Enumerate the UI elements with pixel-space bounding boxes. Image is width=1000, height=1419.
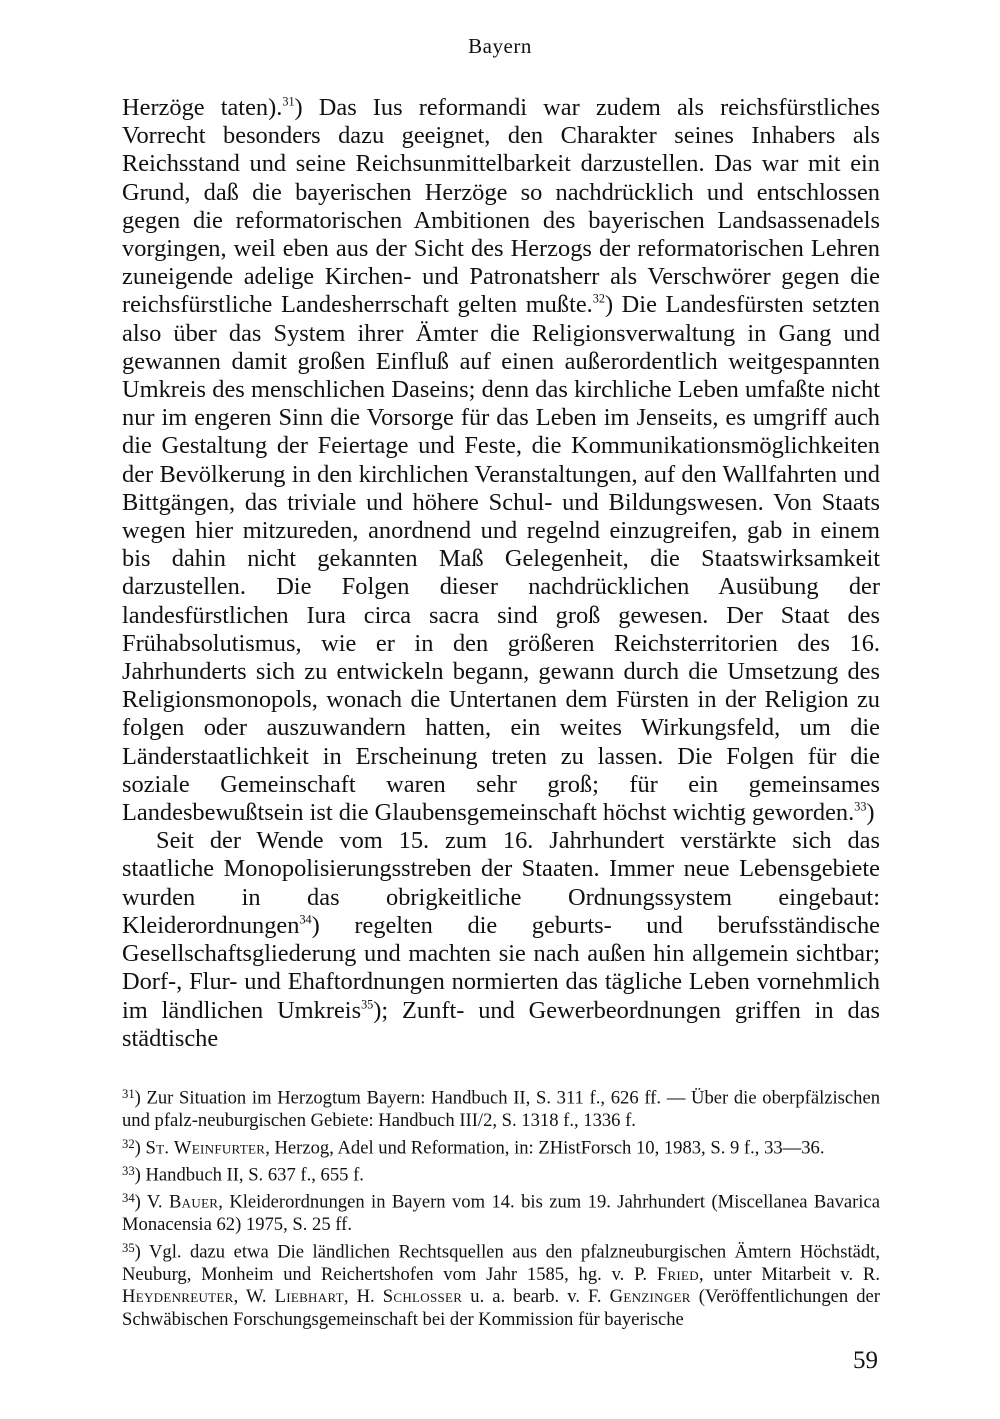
- author-name: Schlosser: [382, 1286, 463, 1308]
- text-run: ) regelten die geburts- und berufsständische Gesellschaftsgliederung und machten sie nach außen hin allgemein sichtbar; Dorf-, Flur- und Ehaftordnungen normierten das tägliche Leben vornehmlich im ländlichen Umkreis: [122, 911, 880, 1024]
- footnote-number: 32: [122, 1136, 135, 1151]
- text-run: Herzöge taten).: [122, 94, 283, 121]
- body-paragraph: [122, 827, 880, 1053]
- text-run: ) Die Landesfürsten setzten also über das System ihrer Ämter die Religionsverwaltung in Gang und gewannen damit großen Einfluß auf einen außerordentlich weitgespannten Umkreis des menschlichen Daseins; denn das kirchliche Leben umfaßte nicht nur im engeren Sinn die Vorsorge für das Leben im Jenseits, es umgriff auch die Gestaltung der Feiertage und Feste, die Kommunikationsmöglichkeiten der Bevölkerung in den kirchlichen Veranstaltungen, auf den Wallfahrten und Bittgängen, das triviale und höhere Schul- und Bildungswesen. Von Staats wegen hier mitzureden, anordnend und regelnd einzugreifen, gab in einem bis dahin nicht gekannten Maß Gelegenheit, die Staatswirksamkeit darzustellen. Die Folgen dieser nachdrücklichen Ausübung der landesfürstlichen Iura circa sacra sind groß gewesen. Der Staat des Frühabsolutismus, wie er in den größeren Reichsterritorien des 16. Jahrhunderts sich zu entwickeln begann, gewann durch die Umsetzung des Religionsmonopols, wonach die Untertanen dem Fürsten in der Religion zu folgen oder auszuwandern hatten, ein weites Wirkungsfeld, um die Länderstaatlichkeit in Erscheinung treten zu lassen. Die Folgen für die soziale Gemeinschaft waren sehr groß; für ein gemeinsames Landesbewußtsein ist die Glaubensgemeinschaft höchst wichtig geworden.: [122, 291, 880, 827]
- footnote: [122, 1160, 880, 1187]
- footnotes: [122, 1083, 880, 1331]
- footnote-reference: 33: [854, 799, 867, 814]
- footnote-reference: 34: [299, 912, 312, 927]
- text-run: (Veröffentlichungen der Schwäbischen Forschungsgemeinschaft bei der Kommission für bayerische: [122, 1286, 880, 1330]
- footnote-number: 34: [122, 1191, 135, 1206]
- text-run: ) Das Ius reformandi war zudem als reichsfürstliches Vorrecht besonders dazu geeignet, den Charakter seines Inhabers als Reichsstand und seine Reichsunmittelbarkeit darzustellen. Das war mit ein Grund, daß die bayerischen Herzöge so nachdrücklich und entschlossen gegen die reformatorischen Ambitionen des bayerischen Landsassenadels vorgingen, weil eben aus der Sicht des Herzogs der reformatorischen Lehren zuneigende adelige Kirchen- und Patronatsherr als Verschwörer gegen die reichsfürstliche Landesherrschaft gelten mußte.: [122, 94, 880, 319]
- author-name: Bauer: [168, 1191, 219, 1213]
- text-run: ) Vgl. dazu etwa Die ländlichen Rechtsquellen aus den pfalzneuburgischen Ämtern Höchstädt, Neuburg, Monheim und Reichertshofen vom Jahr 1585, hg. v. P.: [122, 1241, 880, 1285]
- author-name: St. Weinfurter: [145, 1137, 266, 1159]
- body-text: [122, 94, 880, 1053]
- text-run: ) Handbuch II, S. 637 f., 655 f.: [134, 1164, 364, 1186]
- author-name: Heydenreuter: [122, 1286, 234, 1308]
- text-run: , Herzog, Adel und Reformation, in: ZHistForsch 10, 1983, S. 9 f., 33—36.: [265, 1137, 825, 1159]
- footnote-number: 31: [122, 1087, 135, 1101]
- author-name: Liebhart: [274, 1286, 344, 1308]
- body-paragraph: [122, 94, 880, 827]
- author-name: Genzinger: [609, 1286, 691, 1308]
- text-run: Seit der Wende vom 15. zum 16. Jahrhundert verstärkte sich das staatliche Monopolisierungsstreben der Staaten. Immer neue Lebensgebiete wurden in das obrigkeitliche Ordnungssystem eingebaut: Kleiderordnungen: [122, 827, 880, 939]
- author-name: Fried: [656, 1263, 699, 1285]
- text-run: ) V.: [134, 1191, 169, 1213]
- text-run: , W.: [233, 1286, 275, 1308]
- text-run: , Kleiderordnungen in Bayern vom 14. bis zum 19. Jahrhundert (Miscellanea Bavarica Monacensia 62) 1975, S. 25 ff.: [122, 1191, 880, 1236]
- text-run: ); Zunft- und Gewerbeordnungen griffen in das städtische: [122, 996, 881, 1052]
- text-run: ): [134, 1137, 146, 1159]
- footnote: [122, 1237, 880, 1332]
- footnote: [122, 1187, 880, 1237]
- footnote-number: 35: [122, 1240, 135, 1255]
- footnote-reference: 32: [592, 291, 605, 306]
- footnote-number: 33: [122, 1163, 135, 1178]
- text-run: u. a. bearb. v. F.: [462, 1286, 610, 1308]
- text-run: , unter Mitarbeit v. R.: [698, 1263, 880, 1285]
- footnote-reference: 35: [361, 996, 374, 1011]
- footnote-reference: 31: [282, 94, 295, 109]
- text-run: ): [866, 799, 875, 827]
- footnote: [122, 1083, 880, 1133]
- text-run: ) Zur Situation im Herzogtum Bayern: Handbuch II, S. 311 f., 626 ff. — Über die oberpfälzischen und pfalz-neuburgischen Gebiete: Handbuch III/2, S. 1318 f., 1336 f.: [122, 1087, 880, 1132]
- text-run: , H.: [343, 1286, 383, 1308]
- page-number: 59: [853, 1347, 878, 1374]
- footnote: [122, 1133, 880, 1160]
- running-header: Bayern: [468, 34, 532, 58]
